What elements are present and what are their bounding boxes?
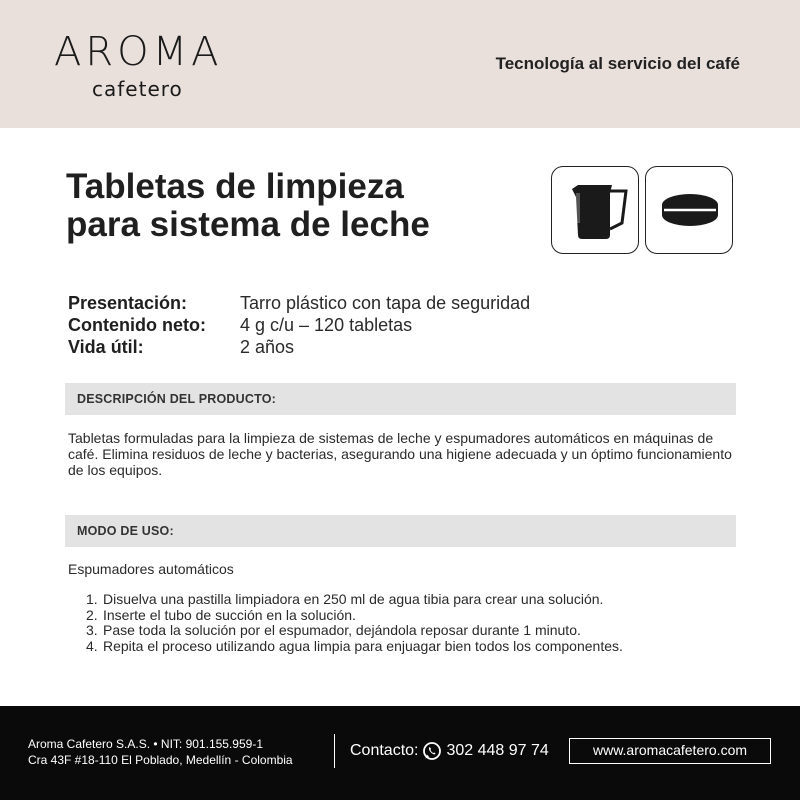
contact-label: Contacto: xyxy=(350,742,419,759)
company-info-line: Aroma Cafetero S.A.S. • NIT: 901.155.959-1 xyxy=(28,737,263,751)
product-specs xyxy=(68,292,530,358)
header xyxy=(0,0,800,128)
tablet-icon-box xyxy=(645,166,733,254)
list-item xyxy=(86,623,623,639)
spec-row-shelf-life xyxy=(68,336,530,358)
spec-label: Vida útil: xyxy=(68,336,144,357)
spec-value: 2 años xyxy=(240,336,295,357)
step-number: 1. xyxy=(86,591,98,607)
description-section-header xyxy=(65,383,736,415)
milk-pitcher-icon xyxy=(552,167,640,255)
description-heading: DESCRIPCIÓN DEL PRODUCTO: xyxy=(77,392,277,406)
whatsapp-icon xyxy=(422,741,442,761)
footer xyxy=(0,706,800,800)
list-item xyxy=(86,639,623,655)
step-text: Inserte el tubo de succión en la solución. xyxy=(103,606,356,623)
company-address-line: Cra 43F #18-110 El Poblado, Medellín - Colombia xyxy=(28,753,293,767)
milk-pitcher-icon-box xyxy=(551,166,639,254)
tablet-icon xyxy=(646,167,734,255)
company-address xyxy=(28,736,293,768)
spec-value: Tarro plástico con tapa de seguridad xyxy=(240,292,531,313)
list-item xyxy=(86,592,623,608)
step-text: Pase toda la solución por el espumador, dejándola reposar durante 1 minuto. xyxy=(103,622,581,638)
step-text: Disuelva una pastilla limpiadora en 250 ml de agua tibia para crear una solución. xyxy=(103,591,604,607)
phone-link[interactable]: 302 448 97 74 xyxy=(446,742,549,759)
step-number: 3. xyxy=(86,622,98,638)
spec-row-net-content xyxy=(68,314,530,336)
product-title xyxy=(66,168,536,244)
step-number: 4. xyxy=(86,637,98,654)
list-item xyxy=(86,608,623,624)
website-link[interactable]: www.aromacafetero.com xyxy=(569,738,771,764)
header-tagline: Tecnología al servicio del café xyxy=(495,54,740,73)
step-text: Repita el proceso utilizando agua limpia para enjuagar bien todos los componentes. xyxy=(103,637,623,654)
usage-steps-list xyxy=(86,592,623,654)
spec-value: 4 g c/u – 120 tabletas xyxy=(240,314,413,335)
usage-heading: MODO DE USO: xyxy=(77,524,174,538)
spec-label: Presentación: xyxy=(68,292,188,313)
spec-row-presentation xyxy=(68,292,530,314)
brand-logo: AROMA xyxy=(54,29,223,75)
footer-divider xyxy=(334,734,335,768)
product-title-line1: Tabletas de limpieza xyxy=(66,167,404,206)
usage-intro: Espumadores automáticos xyxy=(68,561,234,577)
description-text: Tabletas formuladas para la limpieza de sistemas de leche y espumadores automáticos en máquinas de café. Elimina residuos de leche y bacterias, asegurando una higiene adecuada y un óptimo funcionamiento de los equipos. xyxy=(68,430,732,478)
brand-logo-subtitle: cafetero xyxy=(92,77,183,101)
step-number: 2. xyxy=(86,606,98,623)
product-title-line2: para sistema de leche xyxy=(66,205,430,244)
contact-info xyxy=(350,741,549,761)
spec-label: Contenido neto: xyxy=(68,314,206,335)
usage-section-header xyxy=(65,515,736,547)
